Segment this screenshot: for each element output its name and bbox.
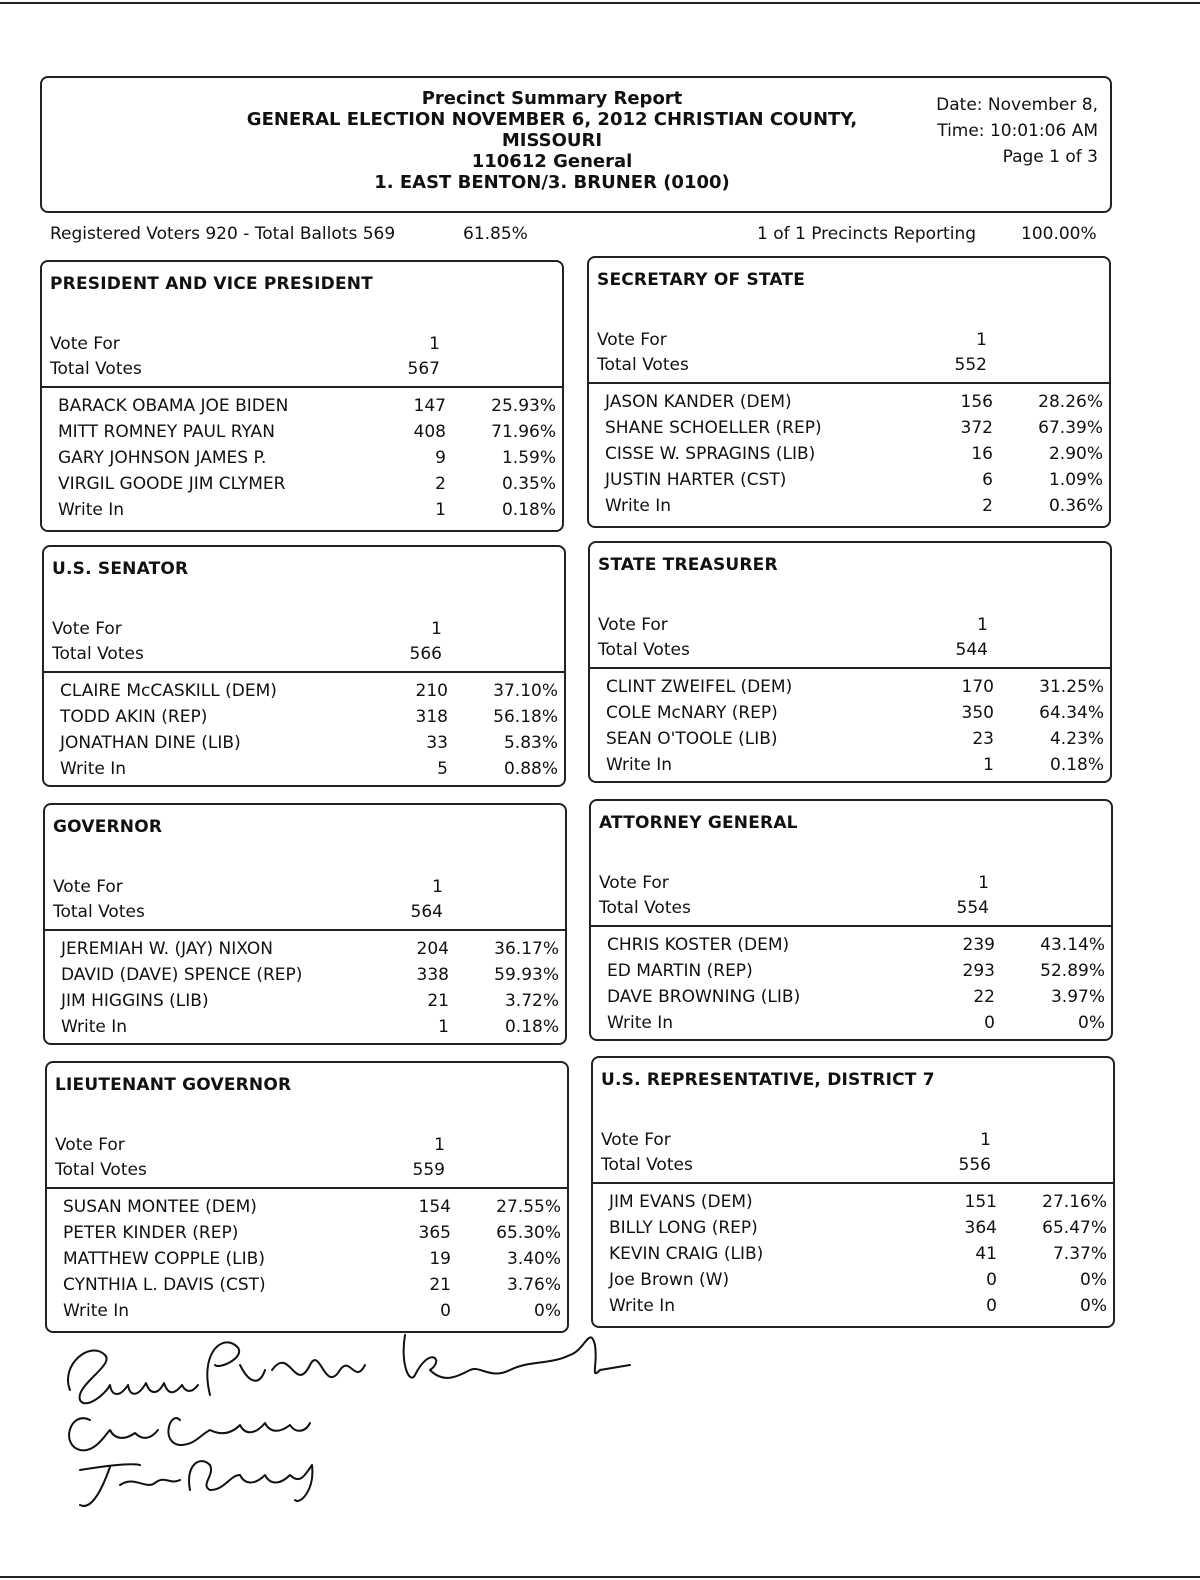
candidate-name: BARACK OBAMA JOE BIDEN — [58, 396, 289, 416]
candidate-votes: 0 — [986, 1270, 997, 1290]
candidate-row — [606, 729, 1104, 755]
contest-divider — [47, 1187, 567, 1189]
candidate-row — [58, 396, 556, 422]
candidate-votes: 156 — [960, 392, 993, 412]
report-title: Precinct Summary Report — [421, 88, 683, 109]
candidate-name: Write In — [60, 759, 127, 779]
candidate-name: CISSE W. SPRAGINS (LIB) — [605, 444, 816, 464]
vote-for-row-value: 1 — [432, 877, 443, 897]
turnout-percent: 61.85% — [463, 224, 528, 244]
contest-divider — [589, 382, 1109, 384]
candidate-row — [607, 987, 1105, 1013]
candidate-name: CLAIRE McCASKILL (DEM) — [60, 681, 277, 701]
top-edge-line — [0, 2, 1200, 4]
candidate-percent: 65.30% — [496, 1223, 561, 1243]
candidate-name: CLINT ZWEIFEL (DEM) — [606, 677, 793, 697]
candidate-name: JEREMIAH W. (JAY) NIXON — [61, 939, 273, 959]
bottom-edge-line — [0, 1576, 1200, 1578]
registered-voters-summary: Registered Voters 920 - Total Ballots 569 — [50, 224, 396, 244]
candidate-name: SUSAN MONTEE (DEM) — [63, 1197, 257, 1217]
report-header — [40, 76, 1112, 213]
contest-box — [45, 1061, 569, 1333]
candidate-percent: 0% — [534, 1301, 561, 1321]
election-code: 110612 General — [471, 151, 633, 172]
candidate-votes: 2 — [982, 496, 993, 516]
candidate-name: KEVIN CRAIG (LIB) — [609, 1244, 764, 1264]
candidate-row — [61, 939, 559, 965]
vote-for-row-label: Vote For — [55, 1135, 125, 1155]
total-votes-row-label: Total Votes — [52, 644, 144, 664]
total-votes-row-value: 564 — [410, 902, 443, 922]
candidate-name: MATTHEW COPPLE (LIB) — [63, 1249, 265, 1269]
candidate-row — [58, 474, 556, 500]
candidate-votes: 0 — [440, 1301, 451, 1321]
candidate-percent: 0% — [1080, 1270, 1107, 1290]
candidate-percent: 7.37% — [1052, 1244, 1107, 1264]
candidate-votes: 372 — [960, 418, 993, 438]
vote-for-row-label: Vote For — [52, 619, 122, 639]
candidate-row — [63, 1275, 561, 1301]
candidate-percent: 0% — [1078, 1013, 1105, 1033]
candidate-row — [61, 991, 559, 1017]
candidate-votes: 2 — [435, 474, 446, 494]
contest-title: STATE TREASURER — [598, 555, 778, 575]
contest-title: GOVERNOR — [53, 817, 163, 837]
vote-for-row-label: Vote For — [50, 334, 120, 354]
candidate-name: Write In — [61, 1017, 128, 1037]
contest-box — [587, 256, 1111, 528]
candidate-percent: 0.18% — [501, 500, 556, 520]
contest-box — [588, 541, 1112, 783]
candidate-row — [605, 392, 1103, 418]
header-meta — [908, 92, 1098, 170]
precincts-reporting: 1 of 1 Precincts Reporting — [757, 224, 977, 244]
candidate-percent: 3.97% — [1050, 987, 1105, 1007]
total-votes-row — [597, 355, 1103, 379]
candidate-votes: 5 — [437, 759, 448, 779]
contest-box — [589, 799, 1113, 1041]
candidate-row — [63, 1249, 561, 1275]
candidate-percent: 25.93% — [491, 396, 556, 416]
candidate-percent: 43.14% — [1040, 935, 1105, 955]
vote-for-row — [601, 1130, 1107, 1154]
candidate-percent: 67.39% — [1038, 418, 1103, 438]
candidate-votes: 293 — [962, 961, 995, 981]
candidate-row — [607, 961, 1105, 987]
candidate-row — [607, 935, 1105, 961]
candidate-votes: 338 — [416, 965, 449, 985]
contest-divider — [590, 667, 1110, 669]
candidate-name: Joe Brown (W) — [609, 1270, 730, 1290]
candidate-votes: 151 — [964, 1192, 997, 1212]
candidate-name: CHRIS KOSTER (DEM) — [607, 935, 790, 955]
candidate-name: Write In — [607, 1013, 674, 1033]
candidate-percent: 3.76% — [506, 1275, 561, 1295]
total-votes-row-value: 544 — [955, 640, 988, 660]
vote-for-row — [597, 330, 1103, 354]
candidate-row — [63, 1223, 561, 1249]
candidate-row — [61, 1017, 559, 1043]
candidate-percent: 31.25% — [1039, 677, 1104, 697]
contest-title: U.S. REPRESENTATIVE, DISTRICT 7 — [601, 1070, 935, 1090]
candidate-name: SEAN O'TOOLE (LIB) — [606, 729, 778, 749]
candidate-name: CYNTHIA L. DAVIS (CST) — [63, 1275, 266, 1295]
contest-divider — [42, 386, 562, 388]
candidate-name: JONATHAN DINE (LIB) — [60, 733, 241, 753]
candidate-votes: 0 — [986, 1296, 997, 1316]
total-votes-row — [601, 1155, 1107, 1179]
candidate-votes: 1 — [435, 500, 446, 520]
candidate-votes: 1 — [438, 1017, 449, 1037]
candidate-name: JUSTIN HARTER (CST) — [605, 470, 787, 490]
candidate-votes: 170 — [961, 677, 994, 697]
candidate-row — [605, 496, 1103, 522]
candidate-percent: 0.88% — [503, 759, 558, 779]
candidate-row — [609, 1270, 1107, 1296]
candidate-votes: 41 — [975, 1244, 997, 1264]
candidate-votes: 364 — [964, 1218, 997, 1238]
candidate-votes: 23 — [972, 729, 994, 749]
candidate-name: JIM EVANS (DEM) — [609, 1192, 753, 1212]
candidate-votes: 19 — [429, 1249, 451, 1269]
candidate-percent: 27.55% — [496, 1197, 561, 1217]
candidate-row — [60, 707, 558, 733]
vote-for-row-value: 1 — [429, 334, 440, 354]
candidate-row — [607, 1013, 1105, 1039]
candidate-percent: 36.17% — [494, 939, 559, 959]
contest-divider — [45, 929, 565, 931]
election-line-1: GENERAL ELECTION NOVEMBER 6, 2012 CHRISTIAN COUNTY, — [246, 109, 858, 130]
candidate-row — [63, 1301, 561, 1327]
contest-box — [40, 260, 564, 532]
election-line-2: MISSOURI — [501, 130, 603, 151]
vote-for-row — [598, 615, 1104, 639]
vote-for-row-value: 1 — [978, 873, 989, 893]
precinct-name: 1. EAST BENTON/3. BRUNER (0100) — [374, 172, 730, 193]
candidate-name: DAVE BROWNING (LIB) — [607, 987, 801, 1007]
candidate-name: Write In — [605, 496, 672, 516]
total-votes-row-value: 554 — [956, 898, 989, 918]
vote-for-row-value: 1 — [976, 330, 987, 350]
candidate-votes: 6 — [982, 470, 993, 490]
page-number: Page 1 of 3 — [1002, 147, 1098, 167]
candidate-name: COLE McNARY (REP) — [606, 703, 778, 723]
candidate-row — [60, 759, 558, 785]
candidate-percent: 56.18% — [493, 707, 558, 727]
candidate-name: JASON KANDER (DEM) — [605, 392, 792, 412]
candidate-votes: 1 — [983, 755, 994, 775]
vote-for-row-label: Vote For — [597, 330, 667, 350]
candidate-percent: 3.40% — [506, 1249, 561, 1269]
candidate-row — [60, 681, 558, 707]
candidate-percent: 0.18% — [504, 1017, 559, 1037]
contest-title: PRESIDENT AND VICE PRESIDENT — [50, 274, 373, 294]
vote-for-row-label: Vote For — [601, 1130, 671, 1150]
contest-title: LIEUTENANT GOVERNOR — [55, 1075, 292, 1095]
vote-for-row — [50, 334, 556, 358]
candidate-percent: 1.59% — [501, 448, 556, 468]
vote-for-row-label: Vote For — [598, 615, 668, 635]
candidate-row — [609, 1296, 1107, 1322]
candidate-name: VIRGIL GOODE JIM CLYMER — [58, 474, 286, 494]
total-votes-row-value: 566 — [409, 644, 442, 664]
total-votes-row-value: 559 — [412, 1160, 445, 1180]
candidate-row — [606, 677, 1104, 703]
candidate-percent: 71.96% — [491, 422, 556, 442]
candidate-percent: 27.16% — [1042, 1192, 1107, 1212]
candidate-name: Write In — [609, 1296, 676, 1316]
total-votes-row — [598, 640, 1104, 664]
candidate-percent: 0.36% — [1048, 496, 1103, 516]
candidate-name: GARY JOHNSON JAMES P. — [58, 448, 267, 468]
candidate-row — [605, 444, 1103, 470]
candidate-row — [606, 755, 1104, 781]
candidate-percent: 64.34% — [1039, 703, 1104, 723]
total-votes-row-label: Total Votes — [599, 898, 691, 918]
candidate-name: Write In — [58, 500, 125, 520]
candidate-row — [606, 703, 1104, 729]
total-votes-row-value: 552 — [954, 355, 987, 375]
candidate-name: MITT ROMNEY PAUL RYAN — [58, 422, 275, 442]
total-votes-row-label: Total Votes — [55, 1160, 147, 1180]
candidate-votes: 147 — [413, 396, 446, 416]
vote-for-row-value: 1 — [980, 1130, 991, 1150]
candidate-percent: 0.35% — [501, 474, 556, 494]
contest-box — [42, 545, 566, 787]
candidate-name: SHANE SCHOELLER (REP) — [605, 418, 822, 438]
candidate-percent: 52.89% — [1040, 961, 1105, 981]
total-votes-row — [599, 898, 1105, 922]
contest-title: U.S. SENATOR — [52, 559, 189, 579]
vote-for-row-label: Vote For — [53, 877, 123, 897]
total-votes-row — [53, 902, 559, 926]
candidate-votes: 16 — [971, 444, 993, 464]
contest-divider — [44, 671, 564, 673]
candidate-percent: 4.23% — [1049, 729, 1104, 749]
total-votes-row-label: Total Votes — [601, 1155, 693, 1175]
vote-for-row — [52, 619, 558, 643]
report-date: Date: November 8, — [936, 95, 1098, 115]
candidate-percent: 3.72% — [504, 991, 559, 1011]
candidate-row — [58, 448, 556, 474]
header-title-block — [192, 88, 912, 193]
candidate-votes: 154 — [418, 1197, 451, 1217]
total-votes-row-label: Total Votes — [597, 355, 689, 375]
candidate-row — [60, 733, 558, 759]
report-time: Time: 10:01:06 AM — [937, 121, 1098, 141]
candidate-votes: 350 — [961, 703, 994, 723]
candidate-votes: 22 — [973, 987, 995, 1007]
candidate-votes: 21 — [427, 991, 449, 1011]
candidate-votes: 204 — [416, 939, 449, 959]
candidate-percent: 59.93% — [494, 965, 559, 985]
candidate-percent: 0.18% — [1049, 755, 1104, 775]
contest-divider — [591, 925, 1111, 927]
candidate-name: BILLY LONG (REP) — [609, 1218, 758, 1238]
vote-for-row-label: Vote For — [599, 873, 669, 893]
total-votes-row-label: Total Votes — [53, 902, 145, 922]
candidate-votes: 210 — [415, 681, 448, 701]
candidate-votes: 318 — [415, 707, 448, 727]
candidate-name: JIM HIGGINS (LIB) — [61, 991, 209, 1011]
candidate-percent: 37.10% — [493, 681, 558, 701]
total-votes-row — [55, 1160, 561, 1184]
candidate-percent: 5.83% — [503, 733, 558, 753]
candidate-votes: 365 — [418, 1223, 451, 1243]
candidate-votes: 408 — [413, 422, 446, 442]
vote-for-row-value: 1 — [431, 619, 442, 639]
candidate-votes: 9 — [435, 448, 446, 468]
precincts-reporting-percent: 100.00% — [1021, 224, 1097, 244]
candidate-row — [609, 1218, 1107, 1244]
vote-for-row-value: 1 — [434, 1135, 445, 1155]
candidate-name: DAVID (DAVE) SPENCE (REP) — [61, 965, 303, 985]
total-votes-row-label: Total Votes — [598, 640, 690, 660]
candidate-row — [58, 422, 556, 448]
total-votes-row — [50, 359, 556, 383]
candidate-row — [58, 500, 556, 526]
contest-title: SECRETARY OF STATE — [597, 270, 806, 290]
candidate-row — [61, 965, 559, 991]
candidate-name: TODD AKIN (REP) — [60, 707, 208, 727]
signatures-image — [50, 1325, 670, 1525]
candidate-percent: 28.26% — [1038, 392, 1103, 412]
candidate-votes: 21 — [429, 1275, 451, 1295]
candidate-percent: 1.09% — [1048, 470, 1103, 490]
total-votes-row-value: 567 — [407, 359, 440, 379]
candidate-row — [609, 1244, 1107, 1270]
total-votes-row — [52, 644, 558, 668]
candidate-name: PETER KINDER (REP) — [63, 1223, 239, 1243]
candidate-row — [605, 418, 1103, 444]
candidate-percent: 0% — [1080, 1296, 1107, 1316]
candidate-votes: 239 — [962, 935, 995, 955]
candidate-name: Write In — [63, 1301, 130, 1321]
candidate-row — [605, 470, 1103, 496]
contest-box — [43, 803, 567, 1045]
total-votes-row-value: 556 — [958, 1155, 991, 1175]
contest-divider — [593, 1182, 1113, 1184]
vote-for-row — [599, 873, 1105, 897]
candidate-percent: 2.90% — [1048, 444, 1103, 464]
candidate-row — [609, 1192, 1107, 1218]
vote-for-row — [55, 1135, 561, 1159]
candidate-row — [63, 1197, 561, 1223]
total-votes-row-label: Total Votes — [50, 359, 142, 379]
contest-title: ATTORNEY GENERAL — [599, 813, 798, 833]
candidate-votes: 33 — [426, 733, 448, 753]
candidate-votes: 0 — [984, 1013, 995, 1033]
candidate-name: ED MARTIN (REP) — [607, 961, 753, 981]
candidate-percent: 65.47% — [1042, 1218, 1107, 1238]
vote-for-row-value: 1 — [977, 615, 988, 635]
vote-for-row — [53, 877, 559, 901]
candidate-name: Write In — [606, 755, 673, 775]
contest-box — [591, 1056, 1115, 1328]
